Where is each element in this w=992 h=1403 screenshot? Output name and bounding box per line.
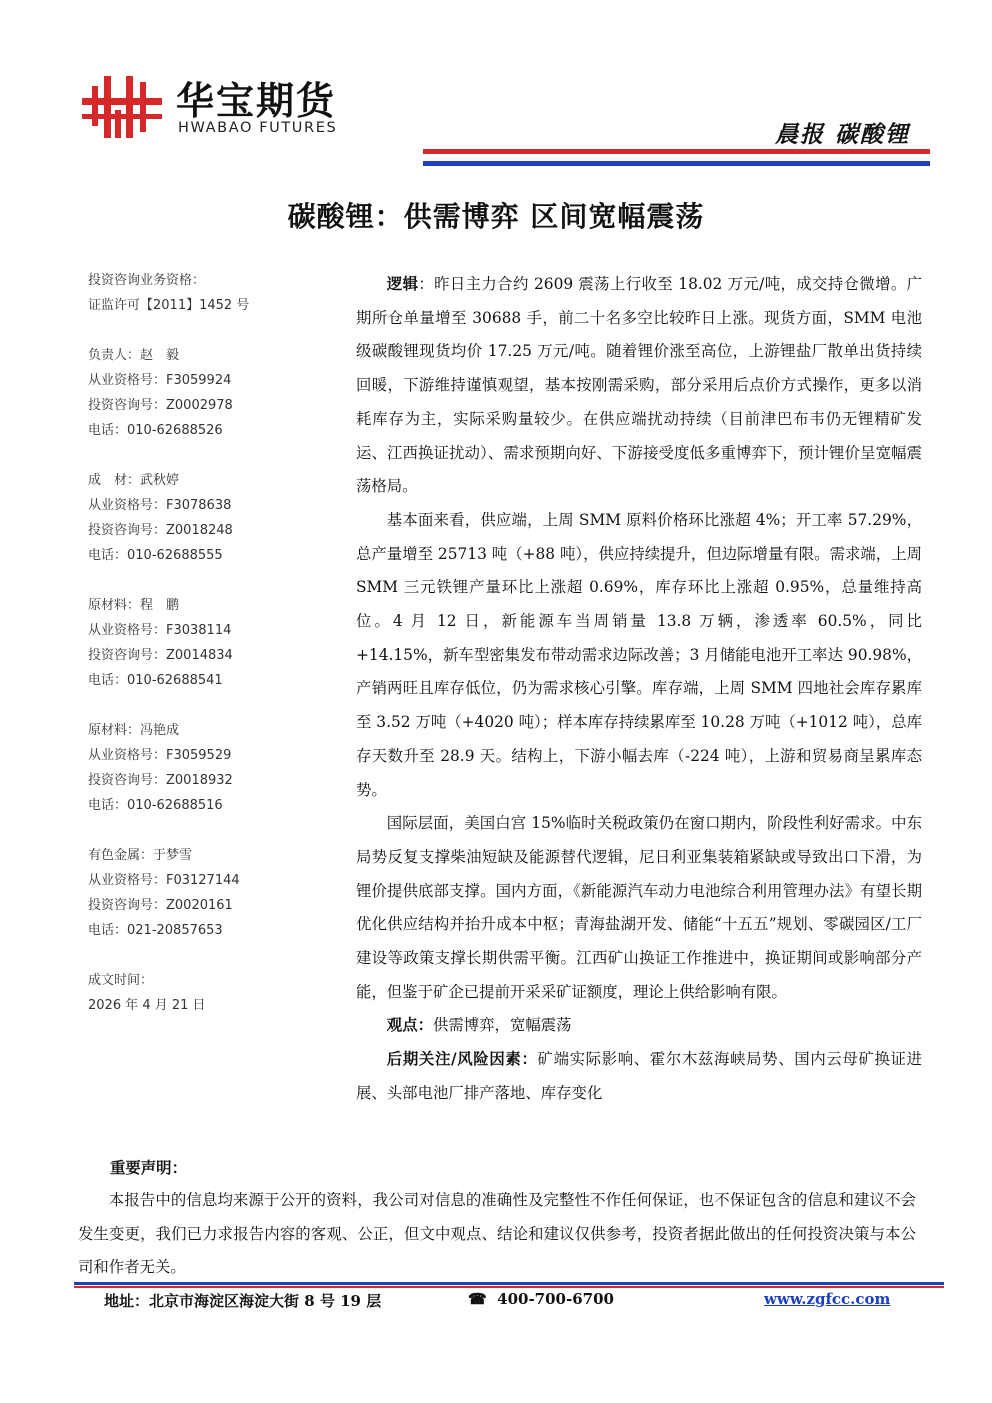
- analyst-name: 原材料：冯艳成: [88, 723, 180, 738]
- view-label: 观点：: [386, 1016, 433, 1035]
- analyst-name: 有色金属：于梦雪: [88, 848, 193, 863]
- view-text: 供需博弈，宽幅震荡: [432, 1016, 572, 1035]
- logic-text: ：昨日主力合约 2609 震荡上行收至 18.02 万元/吨，成交持仓微增。广期所仓单量增至 30688 手，前二十名多空比较昨日上涨。现货方面，SMM 电池级碳酸锂现货均价 17.25 万元/吨。随着锂价涨至高位，上游锂盐厂散单出货持续回暖，下游维持谨慎观望，基本按刚需采购，部分采用后点价方式操作，更多以消耗库存为主，实际采购量较少。在供应端扰动持续（目前津巴布韦仍无锂精矿发运、江西换证扰动）、需求预期向好、下游接受度低多重博弈下，预计锂价呈宽幅震荡格局。: [356, 275, 922, 496]
- date-value: 2026 年 4 月 21 日: [88, 998, 206, 1013]
- report-body: [356, 268, 922, 1111]
- disclaimer-title: 重要声明：: [110, 1159, 187, 1177]
- phone-icon: ☎: [468, 1290, 487, 1308]
- analyst-advisory-no: 投资咨询号：Z0018932: [88, 773, 233, 788]
- company-logo: [82, 70, 382, 142]
- analyst-license: 从业资格号：F3078638: [88, 498, 232, 513]
- logic-label: 逻辑: [386, 275, 419, 293]
- analyst-advisory-no: 投资咨询号：Z0014834: [88, 648, 233, 663]
- report-tag: 晨报 碳酸锂: [774, 121, 910, 148]
- analyst-advisory-no: 投资咨询号：Z0020161: [88, 898, 233, 913]
- header-rule-white: [423, 155, 930, 159]
- header-rule-red: [423, 149, 930, 154]
- risk-text: 矿端实际影响、霍尔木兹海峡局势、国内云母矿换证进展、头部电池厂排产落地、库存变化: [356, 1050, 922, 1102]
- analyst-phone: 电话：010-62688516: [88, 798, 223, 813]
- view-paragraph: [356, 1009, 922, 1043]
- header-rule-blue: [423, 161, 930, 166]
- footer-rule-blue: [74, 1282, 944, 1285]
- analyst-advisory-no: 投资咨询号：Z0002978: [88, 398, 233, 413]
- analyst-sidebar: [88, 268, 328, 1018]
- analyst-phone: 电话：021-20857653: [88, 923, 223, 938]
- analyst-block: [88, 718, 328, 818]
- qualification-license: 证监许可【2011】1452 号: [88, 298, 250, 313]
- analyst-license: 从业资格号：F3059924: [88, 373, 232, 388]
- macro-paragraph: 国际层面，美国白宫 15%临时关税政策仍在窗口期内，阶段性利好需求。中东局势反复支撑柴油短缺及能源替代逻辑，尼日利亚集装箱紧缺或导致出口下滑，为锂价提供底部支撑。国内方面，《新能源汽车动力电池综合利用管理办法》有望长期优化供应结构并抬升成本中枢；青海盐湖开发、储能“十五五”规划、零碳园区/工厂建设等政策支撑长期供需平衡。江西矿山换证工作推进中，换证期间或影响部分产能，但鉴于矿企已提前开采采矿证额度，理论上供给影响有限。: [356, 814, 922, 1001]
- brand-name-en: HWABAO FUTURES: [178, 120, 338, 136]
- analyst-advisory-no: 投资咨询号：Z0018248: [88, 523, 233, 538]
- analyst-block: [88, 343, 328, 443]
- fundamentals-paragraph: 基本面来看，供应端，上周 SMM 原料价格环比涨超 4%；开工率 57.29%，总产量增至 25713 吨（+88 吨），供应持续提升，但边际增量有限。需求端，上周 SMM 三元铁锂产量环比上涨超 0.69%，库存环比上涨超 0.95%，总量维持高位。4 月 12 日，新能源车当周销量 13.8 万辆，渗透率 60.5%，同比 +14.15%，新车型密集发布带动需求边际改善；3 月储能电池开工率达 90.98%，产销两旺且库存低位，仍为需求核心引擎。库存端，上周 SMM 四地社会库存累库至 3.52 万吨（+4020 吨）；样本库存持续累库至 10.28 万吨（+1012 吨），总库存天数升至 28.9 天。结构上，下游小幅去库（-224 吨），上游和贸易商呈累库态势。: [356, 510, 922, 799]
- risk-label: 后期关注/风险因素：: [386, 1050, 538, 1069]
- analyst-license: 从业资格号：F03127144: [88, 873, 240, 888]
- analyst-block: [88, 843, 328, 943]
- date-label: 成文时间：: [88, 973, 154, 988]
- analyst-phone: 电话：010-62688555: [88, 548, 223, 563]
- analyst-license: 从业资格号：F3038114: [88, 623, 232, 638]
- footer-rule-red: [74, 1286, 944, 1288]
- analyst-name: 原材料：程 鹏: [88, 598, 180, 613]
- analyst-block: [88, 468, 328, 568]
- footer-phone: [468, 1290, 614, 1308]
- hwabao-logo-icon: [82, 76, 162, 138]
- analyst-name: 成 材：武秋婷: [88, 473, 180, 488]
- qualification-label: 投资咨询业务资格：: [88, 273, 206, 288]
- risk-paragraph: [356, 1043, 922, 1110]
- brand-name-cn: 华宝期货: [176, 79, 337, 123]
- page-title: 碳酸锂：供需博弈 区间宽幅震荡: [287, 200, 705, 233]
- analyst-name: 负责人：赵 毅: [88, 348, 180, 363]
- logic-paragraph: [356, 268, 922, 504]
- footer-address: 地址：北京市海淀区海淀大街 8 号 19 层: [104, 1292, 382, 1310]
- analyst-phone: 电话：010-62688526: [88, 423, 223, 438]
- analyst-license: 从业资格号：F3059529: [88, 748, 232, 763]
- analyst-phone: 电话：010-62688541: [88, 673, 223, 688]
- disclaimer-text: 本报告中的信息均来源于公开的资料，我公司对信息的准确性及完整性不作任何保证，也不保证包含的信息和建议不会发生变更，我们已力求报告内容的客观、公正，但文中观点、结论和建议仅供参考，投资者据此做出的任何投资决策与本公司和作者无关。: [78, 1191, 916, 1276]
- analyst-block: [88, 593, 328, 693]
- footer-website-link[interactable]: www.zgfcc.com: [764, 1290, 891, 1308]
- footer-phone-number: 400-700-6700: [497, 1290, 614, 1308]
